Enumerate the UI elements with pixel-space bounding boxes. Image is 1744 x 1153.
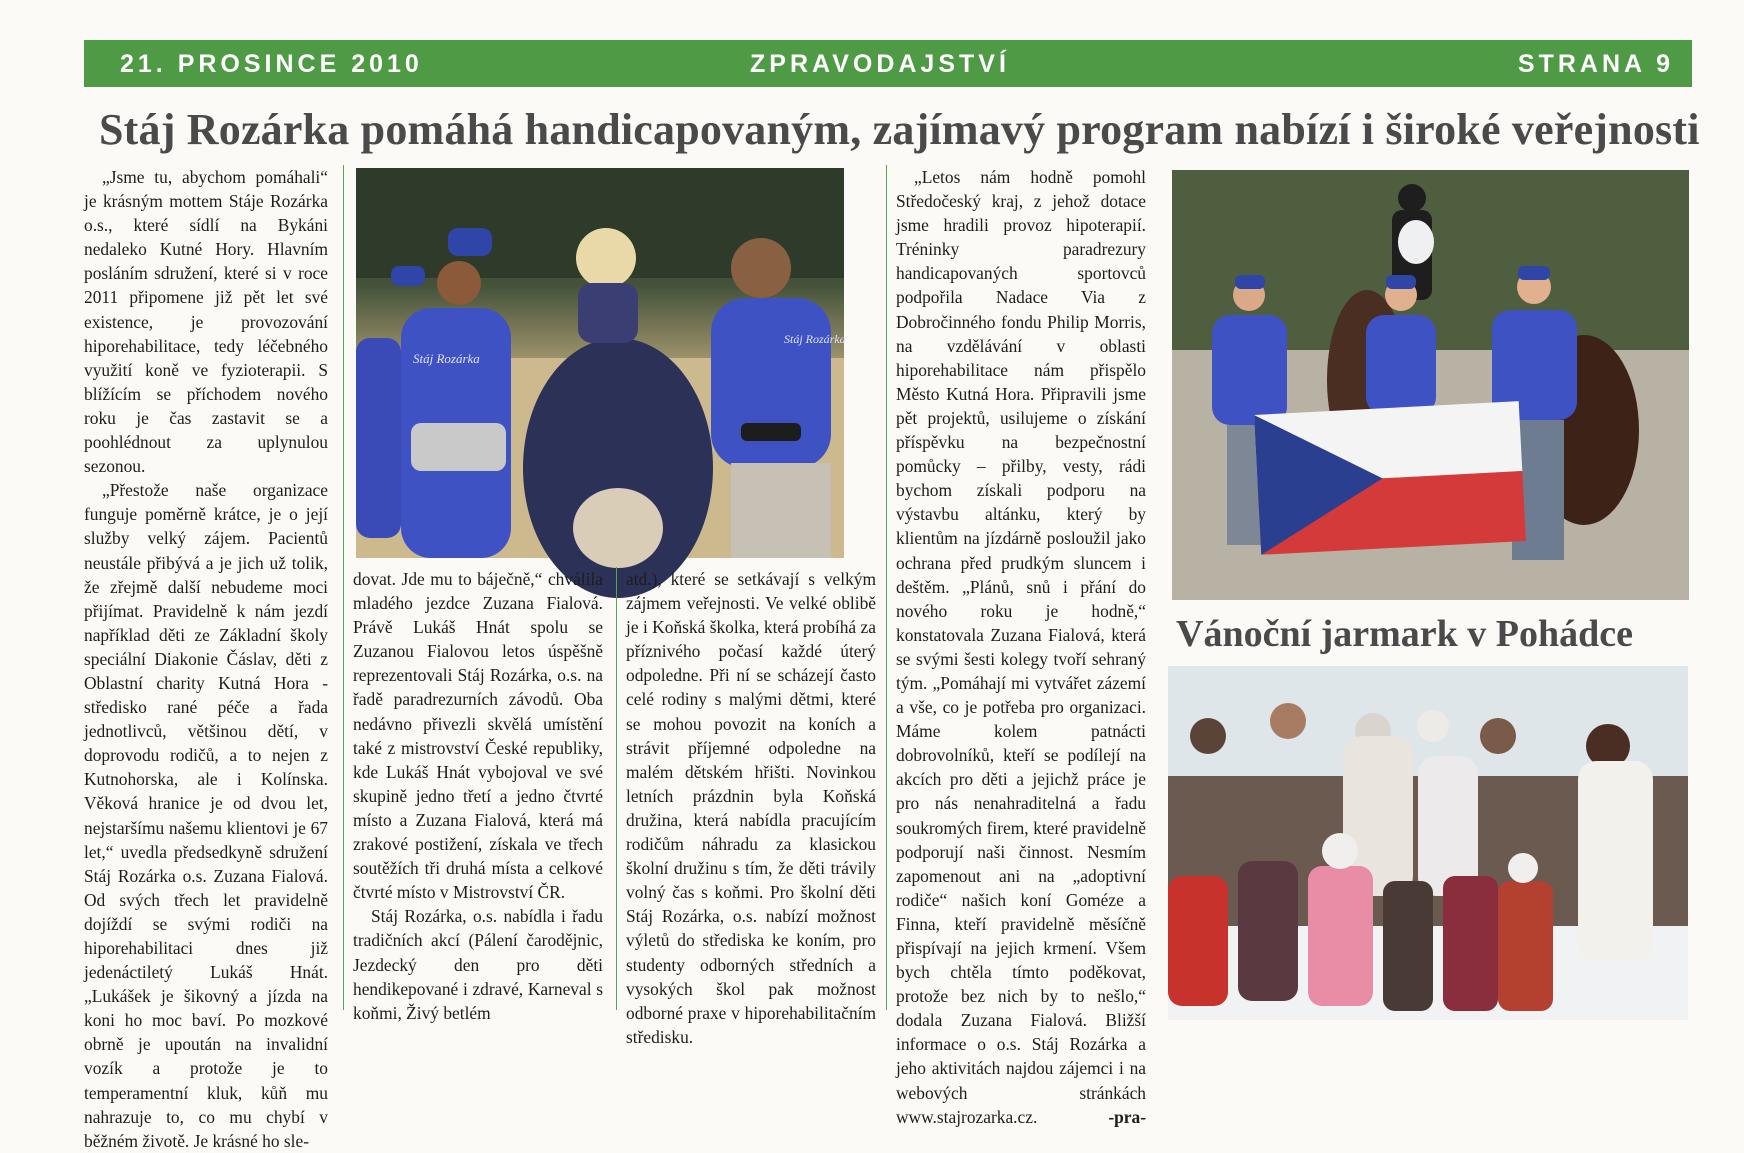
photo-christmas-market-illustration [1168,666,1688,1020]
article-paragraph: atd.), které se setkávají s velkým zájmem veřejnosti. Ve velké oblibě je i Koňská školka, která probíhá za příznivého počasí každé úterý odpoledne. Při ní se scházejí často celé rodiny s malými dětmi, které se mohou povozit na koních a strávit příjemné odpoledne na malém dětském hřišti. Novinkou letních prázdnin byla Koňská družina, která nabídla pracujícím rodičům náhradu za klasickou školní družinu s tím, že děti trávily volný čas s koňmi. Pro školní děti Stáj Rozárka, o.s. nabízí možnost výletů do střediska ke koním, pro studenty odborných středních a vysokých škol pak možnost odborné praxe v hiporehabilitačním středisku. [626,569,876,1047]
article-column-1 [84,165,328,1151]
article-column-2 [353,567,603,1023]
photo-team-with-flag-illustration [1172,170,1689,600]
section-name: ZPRAVODAJSTVÍ [750,50,1010,78]
article-column-3 [626,567,876,1047]
photo-hiporehabilitation [356,168,844,558]
article-paragraph: „Přestože naše organizace funguje poměrně krátce, je o její služby velký zájem. Pacientů neustále přibývá a je jich už tolik, že zřejmě další nebudeme moci přijímat. Pravidelně k nám jezdí například děti ze Základní školy speciální Diakonie Čáslav, děti z Oblastní charity Kutná Hora - středisko rané péče a řada jednotlivců, většinou dětí, v doprovodu rodičů, a to nejen z Kutnohorska, ale i Kolínska. Věková hranice je od dvou let, nejstaršímu našemu klientovi je 67 let,“ uvedla předsedkyně sdružení Stáj Rozárka o.s. Zuzana Fialová. Od svých třech let pravidelně dojíždí se svými rodiči na hiporehabilitaci dnes již jedenáctiletý Lukáš Hnát. „Lukášek je šikovný a jízda na koni ho moc baví. Po mozkové obrně je upoután na invalidní vozík a protože je to temperamentní kluk, kůň mu nahrazuje to, co mu chybí v běžném životě. Je krásné ho sle- [84,480,328,1151]
article-paragraph-text: „Letos nám hodně pomohl Středočeský kraj, z jehož dotace jsme hradili provoz hipoterapií. Tréninky paradrezury handicapovaných sportovců podpořila Nadace Via z Dobročinného fondu Philip Morris, na vzdělávání v oblasti hiporehabilitace nám přispělo Město Kutná Hora. Připravili jsme pět projektů, usilujeme o získání příspěvku na bezpečnostní pomůcky – přilby, vesty, rádi bychom získali podporu na výstavbu altánku, který by klientům na jízdárně posloužil jako ochrana před prudkým sluncem i deštěm. „Plánů, snů i přání do nového roku je hodně,“ konstatovala Zuzana Fialová, která se svými šesti kolegy tvoří sehraný tým. „Pomáhají mi vytvářet zázemí a vše, co je potřeba pro organizaci. Máme kolem patnácti dobrovolníků, kteří se podílejí na akcích pro děti a jejichž práce je pro nás nenahraditelná a řadu soukromých firem, které pravidelně podporují naši činnost. Nesmím zapomenout ani na „adoptivní rodiče“ našich koní Goméze a Finna, kteří pravidelně měsíčně přispívají na jejich krmení. Všem bych chtěla tímto poděkovat, protože bez nich by to nešlo,“ dodala Zuzana Fialová. Bližší informace o o.s. Stáj Rozárka a jeho aktivitách najdou zájemci i na webových stránkách www.stajrozarka.cz. [896,167,1146,1127]
article-column-4 [896,165,1146,1127]
section-subheadline: Vánoční jarmark v Pohádce [1176,613,1634,655]
shirt-print-right: Stáj Rozárka [784,332,846,346]
author-signature: -pra- [1108,1106,1146,1127]
article-paragraph [896,165,1146,1129]
column-rule [343,165,344,1010]
page-number: STRANA 9 [1517,50,1674,78]
article-headline: Stáj Rozárka pomáhá handicapovaným, zajímavý program nabízí i široké veřejnosti [99,105,1700,154]
page-banner [84,40,1692,87]
shirt-print-left: Stáj Rozárka [413,351,480,366]
column-rule [886,165,887,1010]
photo-hiporehabilitation-illustration [356,168,844,558]
article-paragraph: Stáj Rozárka, o.s. nabídla i řadu tradičních akcí (Pálení čarodějnic, Jezdecký den pro děti hendikepované i zdravé, Karneval s koňmi, Živý betlém [353,906,603,1023]
photo-christmas-market [1168,666,1688,1020]
article-paragraph: „Jsme tu, abychom pomáhali“ je krásným mottem Stáje Rozárka o.s., které sídlí na Bykáni nedaleko Kutné Hory. Hlavním posláním sdružení, které si v roce 2011 připomene již pět let své existence, je provozování hiporehabilitace, tedy léčebného využití koně ve fyzioterapii. S blížícím se příchodem nového roku je čas zastavit se a poohlédnout za uplynulou sezonou. [84,167,328,477]
photo-team-with-flag [1172,170,1689,600]
column-rule [616,567,617,1010]
article-paragraph: dovat. Jde mu to báječně,“ chválila mladého jezdce Zuzana Fialová. Právě Lukáš Hnát spolu se Zuzanou Fialovou letos úspěšně reprezentovali Stáj Rozárka, o.s. na řadě paradrezurních závodů. Oba nedávno přivezli skvělá umístění také z mistrovství České republiky, kde Lukáš Hnát vybojoval ve své skupině jedno třetí a jedno čtvrté místo a Zuzana Fialová, která má zrakové postižení, získala ve třech soutěžích tři druhá místa a celkové čtvrté místo v Mistrovství ČR. [353,569,603,903]
issue-date: 21. PROSINCE 2010 [120,50,423,78]
